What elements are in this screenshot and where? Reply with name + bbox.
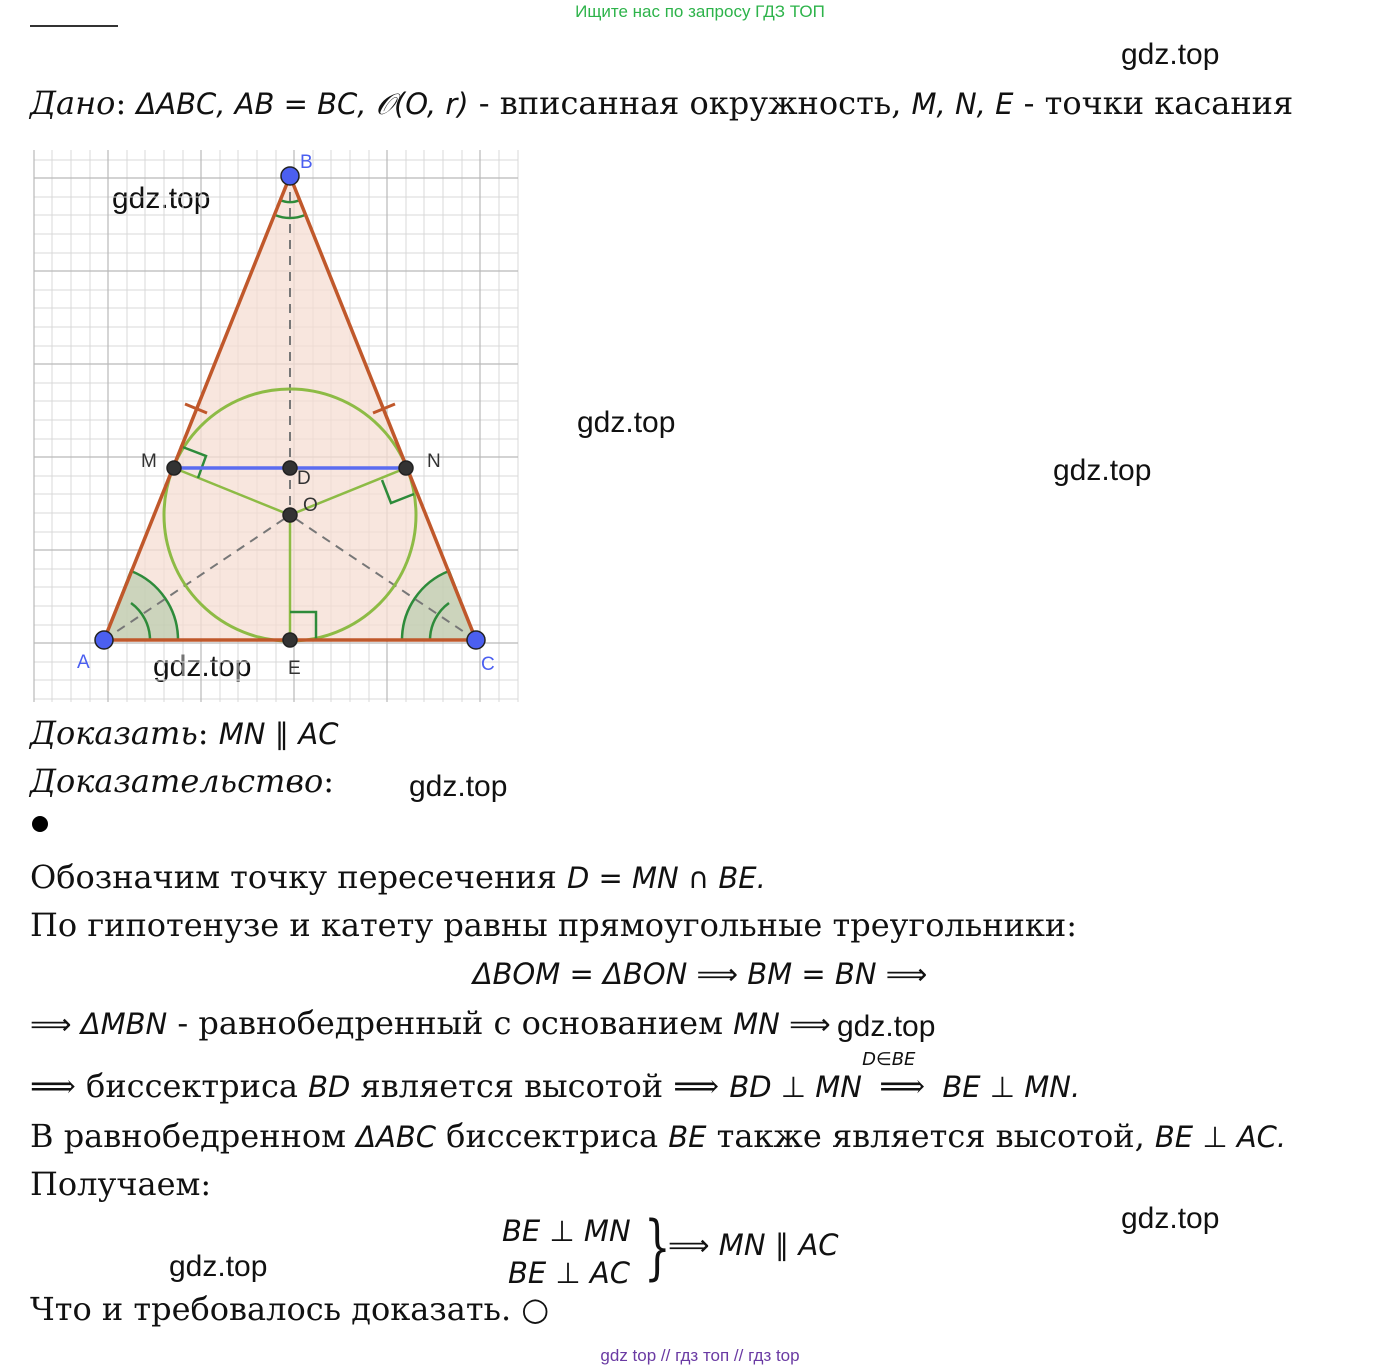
watermark: gdz.top xyxy=(837,1010,936,1043)
proof-text: Обозначим точку пересечения xyxy=(30,858,567,896)
equation-system xyxy=(502,1210,631,1294)
proof-line-6 xyxy=(30,1117,1286,1155)
geometry-figure xyxy=(0,0,540,710)
prove-label: Доказать xyxy=(30,714,198,752)
watermark: gdz.top xyxy=(153,650,252,683)
watermark: gdz.top xyxy=(112,182,211,215)
watermark: gdz.top xyxy=(1121,1202,1220,1235)
proof-text: также является высотой, xyxy=(706,1117,1155,1155)
proof-line-7: Получаем: xyxy=(30,1165,212,1203)
given-line: Дано: ΔABC, AB = BC, 𝒪(O, r) - вписанная окружность, M, N, E - точки касания xyxy=(30,84,1294,122)
proof-heading: Доказательство: xyxy=(30,762,335,800)
point-M xyxy=(167,461,181,475)
label-N: N xyxy=(427,451,441,472)
watermark: gdz.top xyxy=(1053,454,1152,487)
watermark: gdz.top xyxy=(169,1250,268,1283)
proof-text: является высотой ⟹ xyxy=(350,1067,730,1105)
prove-line: Доказать: MN ∥ AC xyxy=(30,714,339,752)
proof-label: Доказательство xyxy=(30,762,324,800)
proof-line-4 xyxy=(30,1004,831,1042)
point-A xyxy=(95,631,113,649)
prove-math: MN ∥ AC xyxy=(218,717,339,751)
proof-math: BD xyxy=(308,1070,351,1104)
proof-line-5 xyxy=(30,1049,1081,1105)
point-O xyxy=(283,508,297,522)
proof-math: MN ⟹ xyxy=(733,1007,831,1041)
proof-math: D = MN ∩ BE. xyxy=(566,861,766,895)
footer-links[interactable]: gdz top // гдз топ // гдз top xyxy=(600,1346,800,1365)
proof-text: биссектриса xyxy=(436,1117,669,1155)
given-points: M, N, E xyxy=(911,87,1014,121)
proof-math: BE xyxy=(668,1120,707,1154)
proof-line-1 xyxy=(30,858,766,896)
proof-end: Что и требовалось доказать. ○ xyxy=(30,1290,550,1328)
label-A: A xyxy=(77,652,90,673)
label-O: O xyxy=(303,495,318,516)
proof-math: BE ⊥ AC. xyxy=(1154,1120,1287,1154)
proof-math: BD ⊥ MN xyxy=(729,1070,862,1104)
watermark: gdz.top xyxy=(1121,38,1220,71)
point-B xyxy=(281,167,299,185)
system-row-2: BE ⊥ AC xyxy=(508,1256,631,1290)
system-result: ⟹ MN ∥ AC xyxy=(668,1228,839,1262)
point-N xyxy=(399,461,413,475)
bullet xyxy=(32,816,48,832)
given-math: ΔABC, AB = BC, 𝒪(O, r) xyxy=(136,87,469,121)
watermark: gdz.top xyxy=(409,770,508,803)
proof-math: ⟹ ΔMBN xyxy=(30,1007,168,1041)
label-B: B xyxy=(300,152,313,173)
arrow-condition: D∈BE xyxy=(862,1049,916,1070)
proof-math: ΔABC xyxy=(356,1120,436,1154)
proof-line-2: По гипотенузе и катету равны прямоугольные треугольники: xyxy=(30,906,1078,944)
given-label: Дано xyxy=(30,84,116,122)
implication-arrow xyxy=(862,1049,932,1105)
point-E xyxy=(283,633,297,647)
point-D xyxy=(283,461,297,475)
point-C xyxy=(467,631,485,649)
label-M: M xyxy=(141,451,157,472)
proof-math: ΔBOM = ΔBON ⟹ BM = BN ⟹ xyxy=(472,957,928,991)
label-C: C xyxy=(481,654,495,675)
proof-text: В равнобедренном xyxy=(30,1117,357,1155)
watermark: gdz.top xyxy=(577,406,676,439)
system-brace: } xyxy=(644,1206,671,1288)
system-row-1: BE ⊥ MN xyxy=(502,1214,631,1248)
label-D: D xyxy=(297,468,311,489)
given-text: - вписанная окружность, xyxy=(468,84,912,122)
proof-line-3 xyxy=(0,954,1400,992)
proof-math: BE ⊥ MN. xyxy=(942,1070,1081,1104)
arrow: ⟹ xyxy=(879,1067,926,1105)
proof-text: ⟹ биссектриса xyxy=(30,1067,309,1105)
proof-text: - равнобедренный с основанием xyxy=(167,1004,734,1042)
label-E: E xyxy=(288,658,301,679)
given-text-2: - точки касания xyxy=(1013,84,1294,122)
site-banner[interactable]: Ищите нас по запросу ГДЗ ТОП xyxy=(575,2,825,21)
